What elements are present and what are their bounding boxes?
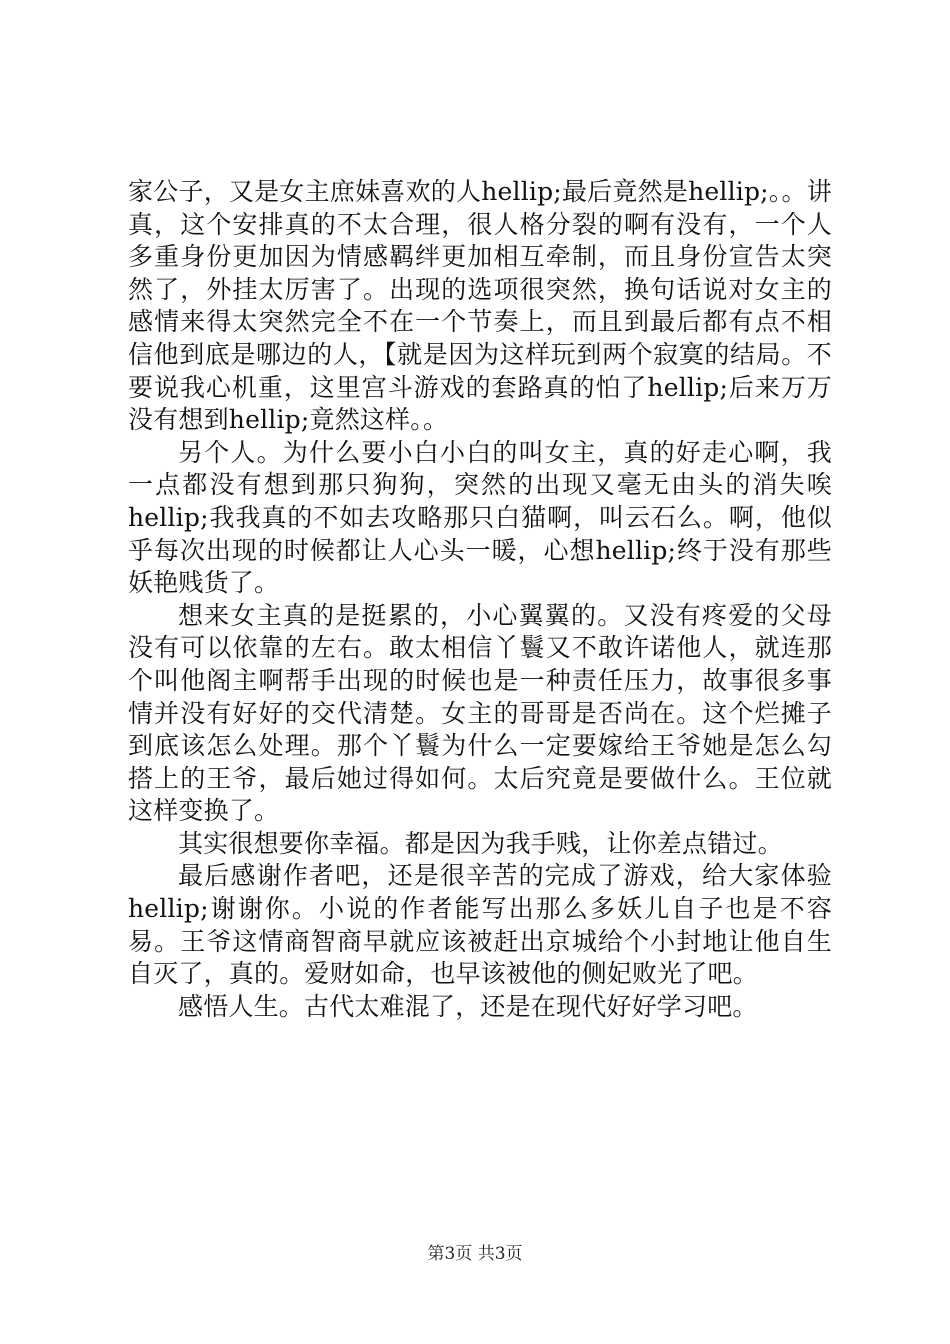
- page-footer: [0, 1243, 950, 1265]
- paragraph: 最后感谢作者吧，还是很辛苦的完成了游戏，给大家体验hellip;谢谢你。小说的作者能写出那么多妖儿自子也是不容易。王爷这情商智商早就应该被赶出京城给个小封地让他自生自灭了，真的。爱财如命，也早该被他的侧妃败光了吧。: [128, 861, 832, 989]
- body-text: [128, 176, 832, 1023]
- paragraph: 另个人。为什么要小白小白的叫女主，真的好走心啊，我一点都没有想到那只狗狗，突然的出现又毫无由头的消失唉hellip;我我真的不如去攻略那只白猫啊，叫云石么。啊，他似乎每次出现的时候都让人心头一暖，心想hellip;终于没有那些妖艳贱货了。: [128, 437, 832, 598]
- paragraph-continued: 家公子，又是女主庶妹喜欢的人hellip;最后竟然是hellip;。。讲真，这个安排真的不太合理，很人格分裂的啊有没有，一个人多重身份更加因为情感羁绊更加相互牵制，而且身份宣告太突然了，外挂太厉害了。出现的选项很突然，换句话说对女主的感情来得太突然完全不在一个节奏上，而且到最后都有点不相信他到底是哪边的人，【就是因为这样玩到两个寂寞的结局。不要说我心机重，这里宫斗游戏的套路真的怕了hellip;后来万万没有想到hellip;竟然这样。。: [128, 177, 832, 435]
- paragraph: 感悟人生。古代太难混了，还是在现代好好学习吧。: [178, 991, 758, 1021]
- paragraph: 其实很想要你幸福。都是因为我手贱，让你差点错过。: [178, 828, 783, 858]
- paragraph: 想来女主真的是挺累的，小心翼翼的。又没有疼爱的父母没有可以依靠的左右。敢太相信丫鬟又不敢许诺他人，就连那个叫他阁主啊帮手出现的时候也是一种责任压力，故事很多事情并没有好好的交代清楚。女主的哥哥是否尚在。这个烂摊子到底该怎么处理。那个丫鬟为什么一定要嫁给王爷她是怎么勾搭上的王爷，最后她过得如何。太后究竟是要做什么。王位就这样变换了。: [128, 600, 832, 826]
- page-number: 第3页 共3页: [427, 1244, 523, 1264]
